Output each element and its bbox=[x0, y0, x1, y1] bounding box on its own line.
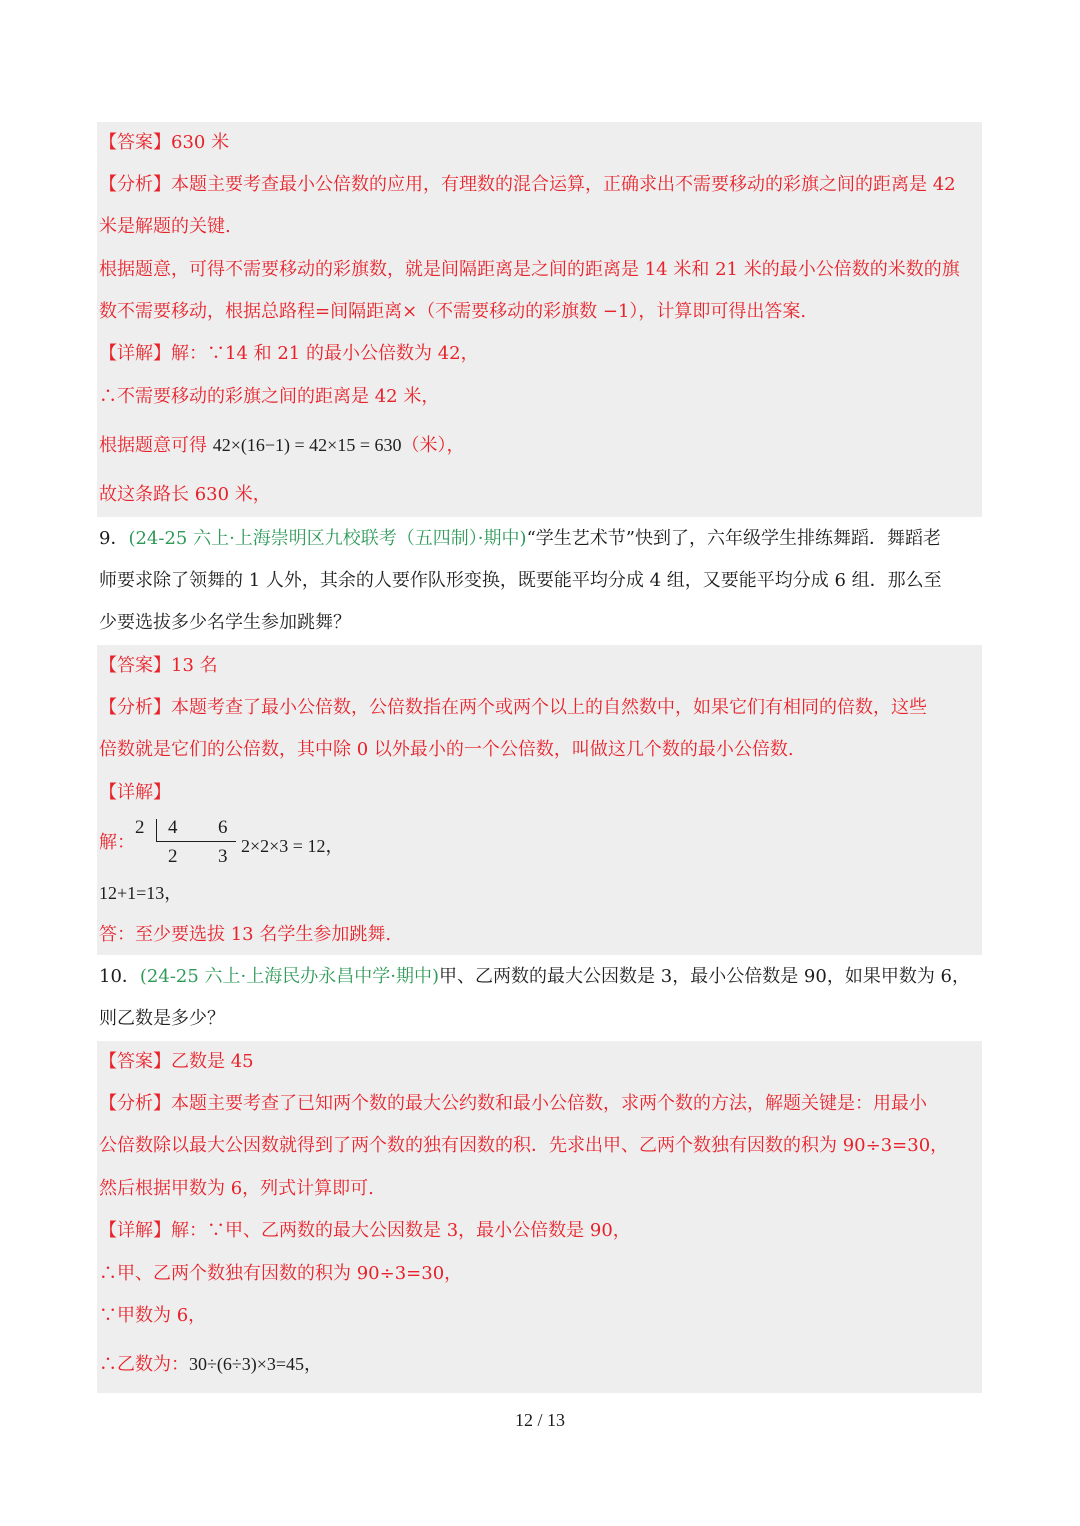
q10-detail-line-1 bbox=[99, 1219, 979, 1243]
division-quotient-b: 3 bbox=[218, 846, 228, 867]
q10-question-line-1 bbox=[99, 965, 979, 989]
question-source: (24-25 六上·上海崇明区九校联考（五四制）·期中) bbox=[128, 528, 527, 549]
q9-solve-label: 解： bbox=[99, 832, 135, 853]
analysis-label: 【分析】 bbox=[99, 697, 171, 718]
q9-question-line-1 bbox=[99, 527, 979, 551]
q9-question-line-3: 少要选拔多少名学生参加跳舞？ bbox=[99, 612, 351, 633]
detail-prefix: ∴乙数为： bbox=[99, 1354, 189, 1375]
q10-detail-line-3: ∵甲数为 6， bbox=[99, 1305, 207, 1326]
q9-analysis-line-2: 倍数就是它们的公倍数，其中除 0 以外最小的一个公倍数，叫做这几个数的最小公倍数. bbox=[99, 739, 794, 760]
page-indicator: 12 / 13 bbox=[514, 1410, 565, 1430]
division-bar-horizontal bbox=[156, 841, 236, 842]
analysis-label: 【分析】 bbox=[99, 1093, 171, 1114]
detail-formula: 30÷(6÷3)×3=45， bbox=[189, 1354, 323, 1374]
detail-prefix: 根据题意可得 bbox=[99, 435, 213, 456]
q10-question-line-2: 则乙数是多少？ bbox=[99, 1008, 225, 1029]
short-division bbox=[130, 815, 370, 875]
analysis-text: 本题主要考查了已知两个数的最大公约数和最小公倍数，求两个数的方法，解题关键是：用最小 bbox=[171, 1093, 927, 1114]
answer-label: 【答案】 bbox=[99, 1051, 171, 1072]
detail-formula: 42×(16−1) = 42×15 = 630 bbox=[212, 435, 402, 455]
q8-detail-line-1 bbox=[99, 342, 979, 366]
q10-analysis-line-1 bbox=[99, 1092, 979, 1116]
q9-answer-line bbox=[99, 654, 979, 678]
q9-question-line-2: 师要求除了领舞的 1 人外，其余的人要作队形变换，既要能平均分成 4 组，又要能平均分成 6 组．那么至 bbox=[99, 570, 942, 591]
analysis-label: 【分析】 bbox=[99, 174, 171, 195]
question-text: “学生艺术节”快到了，六年级学生排练舞蹈．舞蹈老 bbox=[526, 528, 941, 549]
detail-label: 【详解】 bbox=[99, 1220, 171, 1241]
analysis-text: 本题考查了最小公倍数，公倍数指在两个或两个以上的自然数中，如果它们有相同的倍数，这些 bbox=[171, 697, 927, 718]
q10-analysis-line-2: 公倍数除以最大公因数就得到了两个数的独有因数的积．先求出甲、乙两个数独有因数的积为 90÷3=30， bbox=[99, 1135, 949, 1156]
q10-analysis-line-3: 然后根据甲数为 6，列式计算即可. bbox=[99, 1178, 374, 1199]
division-quotient-a: 2 bbox=[168, 846, 178, 867]
answer-label: 【答案】 bbox=[99, 655, 171, 676]
division-bar-vertical bbox=[156, 819, 157, 841]
detail-label: 【详解】 bbox=[99, 343, 171, 364]
answer-text: 乙数是 45 bbox=[171, 1051, 254, 1072]
division-dividend-a: 4 bbox=[168, 817, 178, 838]
detail-text: 解：∵14 和 21 的最小公倍数为 42， bbox=[171, 343, 479, 364]
q9-detail-label: 【详解】 bbox=[99, 782, 171, 803]
q8-detail-line-2: ∴不需要移动的彩旗之间的距离是 42 米， bbox=[99, 386, 440, 407]
q9-conclusion: 答：至少要选拔 13 名学生参加跳舞. bbox=[99, 924, 392, 945]
q8-answer-line bbox=[99, 131, 979, 155]
question-number: 9． bbox=[99, 528, 129, 549]
q8-detail-line-4: 故这条路长 630 米， bbox=[99, 484, 271, 505]
q8-detail-line-3 bbox=[99, 433, 979, 458]
question-number: 10． bbox=[99, 966, 140, 987]
analysis-text: 本题主要考查最小公倍数的应用，有理数的混合运算，正确求出不需要移动的彩旗之间的距离是 42 bbox=[171, 174, 956, 195]
detail-text: 解：∵甲、乙两数的最大公因数是 3，最小公倍数是 90， bbox=[171, 1220, 631, 1241]
q10-detail-line-2: ∴甲、乙两个数独有因数的积为 90÷3=30， bbox=[99, 1263, 463, 1284]
q10-detail-line-4 bbox=[99, 1352, 979, 1377]
q10-answer-line bbox=[99, 1050, 979, 1074]
answer-label: 【答案】 bbox=[99, 132, 171, 153]
division-dividend-b: 6 bbox=[218, 817, 228, 838]
q8-analysis-line-1 bbox=[99, 173, 979, 197]
detail-suffix: （米）， bbox=[401, 435, 465, 456]
question-text: 甲、乙两数的最大公因数是 3，最小公倍数是 90，如果甲数为 6， bbox=[439, 966, 970, 987]
q9-sum-line: 12+1=13， bbox=[99, 883, 183, 903]
q8-analysis-line-3: 根据题意，可得不需要移动的彩旗数，就是间隔距离是之间的距离是 14 米和 21 米的最小公倍数的米数的旗 bbox=[99, 259, 960, 280]
division-result: 2×2×3 = 12， bbox=[241, 836, 344, 856]
answer-text: 630 米 bbox=[171, 132, 230, 153]
answer-text: 13 名 bbox=[171, 655, 218, 676]
q8-analysis-line-4: 数不需要移动，根据总路程=间隔距离×（不需要移动的彩旗数 −1），计算即可得出答案. bbox=[99, 301, 807, 322]
q8-analysis-line-2: 米是解题的关键. bbox=[99, 216, 231, 237]
q9-analysis-line-1 bbox=[99, 696, 979, 720]
division-divisor: 2 bbox=[135, 817, 145, 838]
question-source: (24-25 六上·上海民办永昌中学·期中) bbox=[139, 966, 440, 987]
